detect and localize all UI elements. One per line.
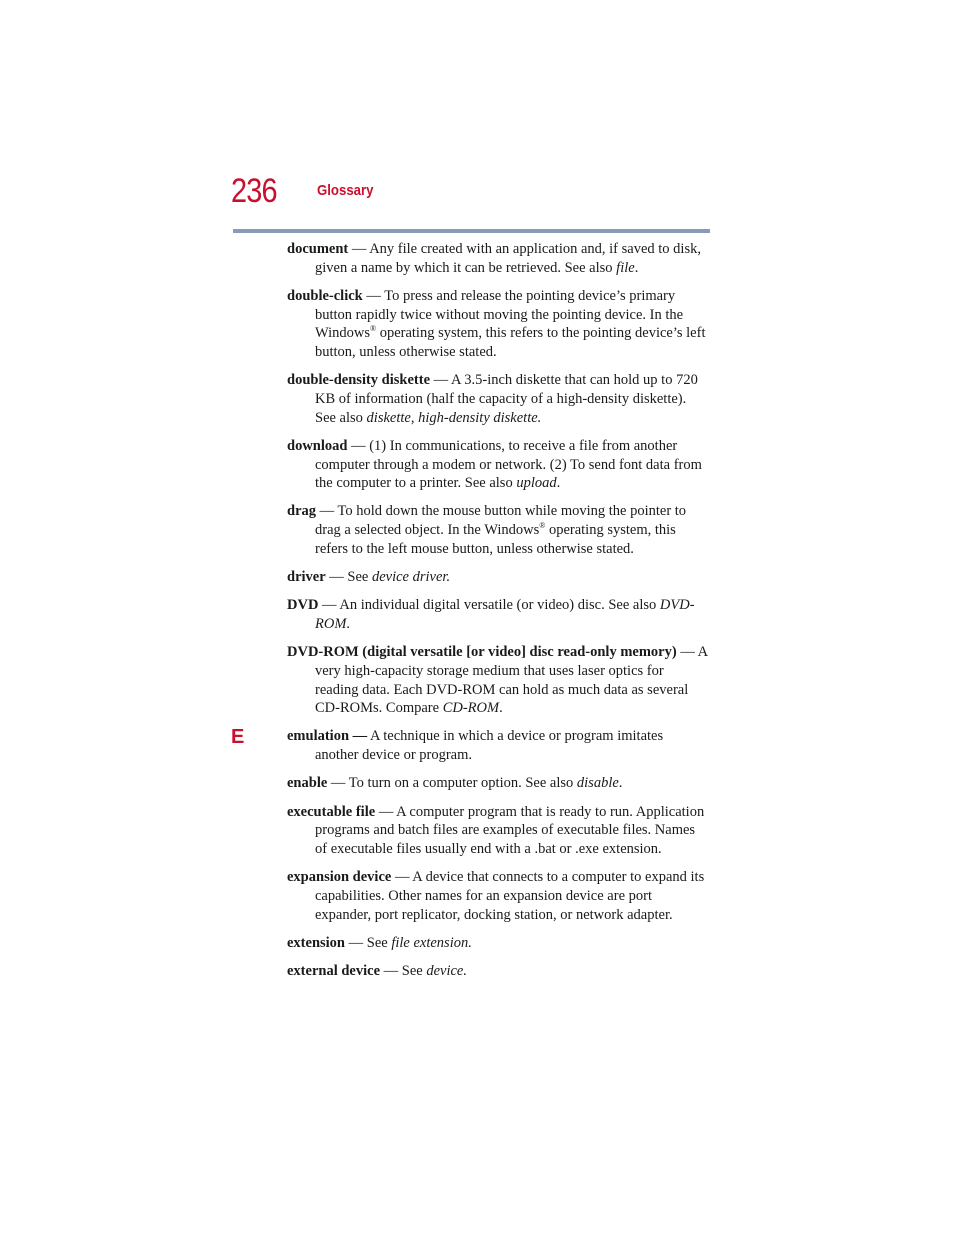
entry-dash: — <box>318 597 340 614</box>
entry-term: DVD-ROM (digital versatile [or video] disc read-only memory) <box>287 644 677 661</box>
entry-end: . <box>499 700 503 717</box>
entry-dash: — <box>345 934 367 951</box>
entry-dash: — <box>380 963 402 979</box>
entry-dash: — <box>362 287 385 304</box>
entry-definition: To hold down the mouse button while moving the pointer to drag a selected object. In the Windows <box>315 503 687 539</box>
entry-term: double-density diskette <box>287 372 431 389</box>
entry-cross-reference: disable <box>576 775 619 792</box>
entry-definition: See <box>366 934 392 951</box>
glossary-entry-extension <box>287 934 709 953</box>
glossary-entry-download <box>287 437 709 493</box>
entry-cross-reference: diskette, high-density diskette. <box>366 409 542 426</box>
entry-dash: — <box>391 869 413 886</box>
glossary-entry-drag <box>287 502 709 558</box>
registered-mark: ® <box>539 521 546 531</box>
entry-definition: To turn on a computer option. See also <box>348 775 577 792</box>
entry-definition: A technique in which a device or program imitates another device or program. <box>315 728 664 764</box>
glossary-entry-enable <box>287 774 709 793</box>
entry-cross-reference: upload <box>516 475 557 492</box>
entry-term: enable <box>287 775 328 792</box>
entry-dash: — <box>347 437 370 454</box>
entry-dash: — <box>327 775 349 792</box>
entry-end: . <box>618 775 623 792</box>
glossary-entry-dvd <box>287 596 709 633</box>
page-number: 236 <box>231 172 277 210</box>
entry-cross-reference: file extension. <box>391 934 472 951</box>
section-title: Glossary <box>317 182 374 199</box>
glossary-entry-dvd-rom <box>287 643 709 718</box>
glossary-entries <box>287 240 709 990</box>
entry-term: extension <box>287 934 345 951</box>
entry-term: driver <box>287 569 326 586</box>
entry-definition: A device that connects to a computer to expand its capabilities. Other names for an expansion device are port expander, port replicator, docking station, or network adapter. <box>315 869 705 923</box>
entry-definition: A computer program that is ready to run. Application programs and batch files are examples of executable files. Names of executable files usually end with a .bat or .exe extension. <box>315 803 705 857</box>
entry-definition: Any file created with an application and, if saved to disk, given a name by which it can be retrieved. See also <box>315 241 701 276</box>
glossary-entry-double-click <box>287 287 709 362</box>
glossary-entry-expansion-device <box>287 868 709 924</box>
glossary-entry-document <box>287 240 709 277</box>
entry-term: DVD <box>287 597 319 614</box>
glossary-entry-driver <box>287 568 709 587</box>
entry-dash: — <box>325 569 348 586</box>
entry-term: emulation — <box>287 728 368 745</box>
entry-definition-cont: operating system, this refers to the left mouse button, unless otherwise stated. <box>315 522 676 557</box>
entry-dash: — <box>676 644 698 661</box>
glossary-entry-double-density-diskette <box>287 371 709 427</box>
header-rule <box>233 229 710 233</box>
entry-definition-cont: operating system, this refers to the pointing device’s left button, unless otherwise stated. <box>315 325 706 361</box>
entry-cross-reference: device driver. <box>371 569 451 586</box>
entry-definition: A 3.5-inch diskette that can hold up to 720 KB of information (half the capacity of a high-density diskette). See also <box>315 372 698 426</box>
entry-term: document <box>287 241 349 257</box>
entry-dash: — <box>348 241 370 257</box>
entry-term: download <box>287 437 348 454</box>
registered-mark: ® <box>370 324 377 334</box>
entry-end: . <box>556 475 561 492</box>
entry-cross-reference: CD-ROM <box>442 700 500 717</box>
letter-marker: E <box>231 726 245 748</box>
glossary-entry-emulation <box>287 727 709 764</box>
entry-term: drag <box>287 503 316 520</box>
entry-term: expansion device <box>287 869 392 886</box>
entry-cross-reference: file <box>616 259 635 276</box>
entry-cross-reference: device. <box>426 963 467 979</box>
entry-definition: See <box>347 569 372 586</box>
entry-end: . <box>634 259 639 276</box>
entry-dash: — <box>316 503 338 520</box>
entry-term: double-click <box>287 287 363 304</box>
entry-definition: To press and release the pointing device’s primary button rapidly twice without moving the pointing device. In the Windows <box>315 287 684 342</box>
entry-dash: — <box>430 372 451 389</box>
entry-definition: An individual digital versatile (or video) disc. See also <box>339 597 660 614</box>
entry-term: external device <box>287 963 381 979</box>
entry-definition: See <box>401 963 427 979</box>
entry-cross-reference: DVD-ROM <box>315 597 695 632</box>
glossary-entry-external-device <box>287 962 709 981</box>
entry-dash: — <box>375 803 397 820</box>
glossary-entry-executable-file <box>287 803 709 859</box>
entry-definition: (1) In communications, to receive a file from another computer through a modem or network. (2) To send font data from the computer to a printer. See also <box>315 437 702 492</box>
entry-term: executable file <box>287 803 376 820</box>
entry-definition: A very high-capacity storage medium that uses laser optics for reading data. Each DVD-ROM can hold as much data as several CD-ROMs. Compare <box>315 644 708 717</box>
entry-end: . <box>346 615 351 632</box>
